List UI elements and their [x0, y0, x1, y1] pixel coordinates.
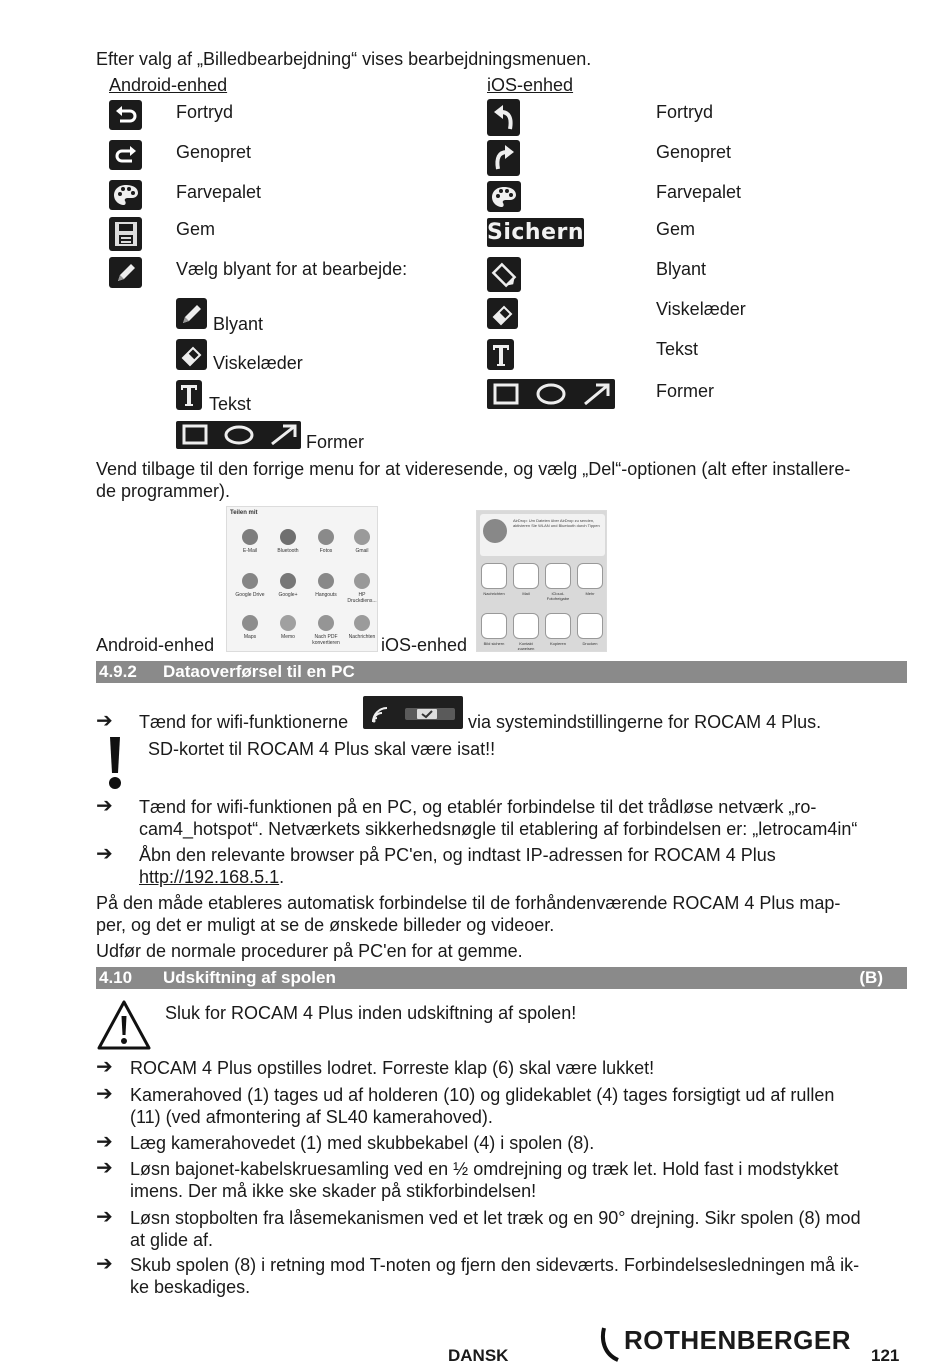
android-share-app[interactable]	[271, 529, 305, 554]
section-492-title: Dataoverførsel til en PC	[163, 662, 355, 681]
wifi-para-end: via systemindstillingerne for ROCAM 4 Plus.	[468, 712, 822, 732]
app-icon	[242, 529, 258, 545]
pencil-tool-icon	[176, 298, 207, 329]
share-paragraph-line1: Vend tilbage til den forrige menu for at videresende, og vælg „Del“-optionen (alt efter installere-	[96, 459, 851, 479]
android-share-app[interactable]	[309, 615, 343, 646]
ios-text-label: Tekst	[656, 339, 699, 359]
app-icon	[280, 615, 296, 631]
android-share-sheet-screenshot	[226, 506, 378, 652]
ios-share-action[interactable]	[512, 613, 540, 651]
app-icon	[545, 563, 571, 589]
android-palette-label: Farvepalet	[176, 182, 262, 202]
share-ios-label: iOS-enhed	[381, 635, 468, 655]
app-label: Mehr	[585, 591, 595, 596]
ios-eraser-label: Viskelæder	[656, 299, 746, 319]
android-share-app[interactable]	[233, 573, 267, 598]
action-icon	[513, 613, 539, 639]
section-410-bar	[96, 967, 907, 989]
arrow-bullet-icon: ➔	[96, 1157, 113, 1179]
airdrop-icon	[483, 519, 507, 543]
action-icon	[577, 613, 603, 639]
action-label: Drucken	[582, 641, 598, 646]
app-icon	[577, 563, 603, 589]
app-label: Maps	[243, 634, 257, 640]
arrow-bullet-icon: ➔	[96, 1131, 113, 1153]
android-share-app[interactable]	[309, 573, 343, 598]
step-text-line: (11) (ved afmontering af SL40 kamerahoved).	[130, 1107, 493, 1127]
auto-connect-line2: per, og det er muligt at se de ønskede billeder og videoer.	[96, 915, 555, 935]
text-tool-icon	[176, 380, 202, 410]
app-label: Memo	[281, 634, 295, 640]
step-text-line: imens. Der må ikke ske skader på stikforbindelsen!	[130, 1181, 537, 1201]
footer-brand-logo: ROTHENBERGER	[624, 1325, 852, 1355]
redo-icon	[109, 140, 142, 170]
android-choose-pencil-label: Vælg blyant for at bearbejde:	[176, 259, 408, 279]
app-label: Google Drive	[235, 592, 265, 598]
android-pencil-label: Blyant	[213, 314, 264, 334]
pc-wifi-line1: Tænd for wifi-funktionen på en PC, og etablér forbindelse til det trådløse netværk „ro-	[139, 797, 817, 817]
app-icon	[354, 573, 370, 589]
app-label: Nachrichten	[483, 591, 505, 596]
app-label: Bluetooth	[277, 548, 299, 554]
app-icon	[354, 615, 370, 631]
ios-text-tool-icon	[487, 339, 514, 370]
arrow-bullet-icon: ➔	[96, 795, 113, 817]
arrow-bullet-icon: ➔	[96, 1056, 113, 1078]
app-label: Gmail	[355, 548, 369, 554]
ios-share-app[interactable]	[480, 563, 508, 596]
ios-undo-label: Fortryd	[656, 102, 714, 122]
ios-share-action[interactable]	[480, 613, 508, 646]
app-icon	[481, 563, 507, 589]
share-android-label: Android-enhed	[96, 635, 215, 655]
android-save-label: Gem	[176, 219, 216, 239]
browser-line2	[139, 866, 284, 888]
ios-pencil-label: Blyant	[656, 259, 707, 279]
app-icon	[280, 529, 296, 545]
ios-share-sheet-screenshot	[476, 510, 607, 652]
section-410-number: 4.10	[99, 968, 133, 987]
ios-save-button-text: Sichern	[487, 219, 584, 245]
action-icon	[481, 613, 507, 639]
app-icon	[354, 529, 370, 545]
intro-text: Efter valg af „Billedbearbejdning“ vises bearbejdningsmenuen.	[96, 49, 592, 69]
android-share-app[interactable]	[309, 529, 343, 554]
auto-connect-line1: På den måde etableres automatisk forbindelse til de forhåndenværende ROCAM 4 Plus map-	[96, 893, 841, 913]
wifi-toggle-image	[363, 696, 463, 729]
app-icon	[280, 573, 296, 589]
action-label: Bild sichern	[483, 641, 505, 646]
arrow-bullet-icon: ➔	[96, 1253, 113, 1275]
app-label: iCloud-Fotofreigabe	[546, 591, 570, 601]
android-share-app[interactable]	[271, 573, 305, 598]
spool-warning-text: Sluk for ROCAM 4 Plus inden udskiftning af spolen!	[165, 1003, 577, 1023]
app-icon	[318, 615, 334, 631]
android-share-app[interactable]	[233, 529, 267, 554]
section-410-ref: (B)	[859, 968, 883, 987]
ios-palette-label: Farvepalet	[656, 182, 742, 202]
wifi-para-start: Tænd for wifi-funktionerne	[139, 712, 349, 732]
android-share-app[interactable]	[345, 573, 379, 604]
ios-shapes-tool-icon	[487, 379, 615, 409]
ios-share-action[interactable]	[576, 613, 604, 646]
arrow-bullet-icon: ➔	[96, 710, 113, 732]
arrow-bullet-icon: ➔	[96, 1083, 113, 1105]
action-icon	[545, 613, 571, 639]
android-text-label: Tekst	[209, 394, 252, 414]
step-text-line: Skub spolen (8) i retning mod T-noten og fjern den sideværts. Forbindelsesledningen må ik-	[130, 1255, 860, 1275]
android-shapes-label: Former	[306, 432, 364, 452]
ios-share-app[interactable]	[544, 563, 572, 601]
ip-address-link[interactable]: http://192.168.5.1	[139, 867, 280, 887]
step-text-line: at glide af.	[130, 1230, 214, 1250]
shapes-tool-icon	[176, 421, 301, 449]
app-label: Nach PDF konvertieren	[312, 634, 340, 646]
ios-redo-label: Genopret	[656, 142, 732, 162]
arrow-bullet-icon: ➔	[96, 1206, 113, 1228]
step-text-line: Løsn stopbolten fra låsemekanismen ved et let træk og en 90° drejning. Sikr spolen (8) mod	[130, 1208, 861, 1228]
ios-share-action[interactable]	[544, 613, 572, 646]
action-label: Kopieren	[549, 641, 566, 646]
app-label: HP Druckdiens...	[347, 592, 377, 604]
ios-shapes-label: Former	[656, 381, 714, 401]
exclamation-icon	[108, 737, 122, 789]
section-410-title: Udskiftning af spolen	[163, 968, 336, 987]
palette-icon	[109, 180, 142, 210]
undo-icon	[109, 100, 142, 130]
footer-page-number: 121	[871, 1346, 900, 1365]
step-text-line: Kamerahoved (1) tages ud af holderen (10) og glidekablet (4) tages forsigtigt ud af rullen	[130, 1085, 835, 1105]
android-share-title: Teilen mit	[230, 510, 258, 516]
android-share-app[interactable]	[345, 529, 379, 554]
android-heading: Android-enhed	[109, 75, 228, 95]
android-undo-label: Fortryd	[176, 102, 234, 122]
ios-pencil-icon	[487, 257, 521, 292]
airdrop-text: AirDrop: Um Dateien über AirDrop zu senden, aktivieren Sie WLAN und Bluetooth durch Tippen	[513, 518, 600, 528]
step-text-line: ROCAM 4 Plus opstilles lodret. Forreste klap (6) skal være lukket!	[130, 1058, 655, 1078]
android-share-app[interactable]	[345, 615, 379, 640]
ios-save-button-image	[487, 218, 584, 247]
step-text-line: ke beskadiges.	[130, 1277, 251, 1297]
rothenberger-logo-arc-icon	[600, 1326, 620, 1362]
android-share-app[interactable]	[233, 615, 267, 640]
ios-eraser-icon	[487, 298, 518, 329]
save-pc-text: Udfør de normale procedurer på PC'en for at gemme.	[96, 941, 523, 961]
app-icon	[242, 615, 258, 631]
action-label: Kontakt zuweisen	[517, 641, 535, 651]
browser-period: .	[279, 867, 285, 887]
browser-line1: Åbn den relevante browser på PC'en, og indtast IP-adressen for ROCAM 4 Plus	[139, 845, 776, 865]
ios-undo-icon	[487, 99, 520, 136]
ios-save-label: Gem	[656, 219, 696, 239]
ios-share-app[interactable]	[512, 563, 540, 596]
footer-language: DANSK	[448, 1346, 509, 1365]
sd-card-warning: SD-kortet til ROCAM 4 Plus skal være isat!!	[148, 739, 496, 759]
ios-share-app[interactable]	[576, 563, 604, 596]
section-492-bar	[96, 661, 907, 683]
warning-triangle-icon	[96, 999, 152, 1051]
app-label: Hangouts	[315, 592, 337, 598]
android-share-app[interactable]	[271, 615, 305, 640]
pencil-icon	[109, 257, 142, 288]
app-label: Google+	[278, 592, 298, 598]
airdrop-panel	[480, 514, 605, 556]
app-icon	[513, 563, 539, 589]
app-icon	[242, 573, 258, 589]
android-eraser-label: Viskelæder	[213, 353, 303, 373]
ios-heading: iOS-enhed	[487, 75, 574, 95]
app-icon	[318, 529, 334, 545]
section-492-number: 4.9.2	[99, 662, 137, 681]
share-paragraph-line2: de programmer).	[96, 481, 231, 501]
android-redo-label: Genopret	[176, 142, 252, 162]
ios-redo-icon	[487, 140, 520, 176]
app-label: Fotos	[319, 548, 333, 554]
pc-wifi-line2: cam4_hotspot“. Netværkets sikkerhedsnøgle til etablering af forbindelsen er: „letrocam4in“	[139, 819, 858, 839]
step-text-line: Læg kamerahovedet (1) med skubbekabel (4) i spolen (8).	[130, 1133, 595, 1153]
app-label: Mail	[522, 591, 530, 596]
save-disk-icon	[109, 217, 142, 251]
arrow-bullet-icon: ➔	[96, 843, 113, 865]
ios-palette-icon	[487, 181, 521, 212]
eraser-icon	[176, 339, 207, 370]
app-label: Nachrichten	[348, 634, 376, 640]
app-label: E-Mail	[242, 548, 258, 554]
step-text-line: Løsn bajonet-kabelskruesamling ved en ½ omdrejning og træk let. Hold fast i modstykket	[130, 1159, 839, 1179]
app-icon	[318, 573, 334, 589]
